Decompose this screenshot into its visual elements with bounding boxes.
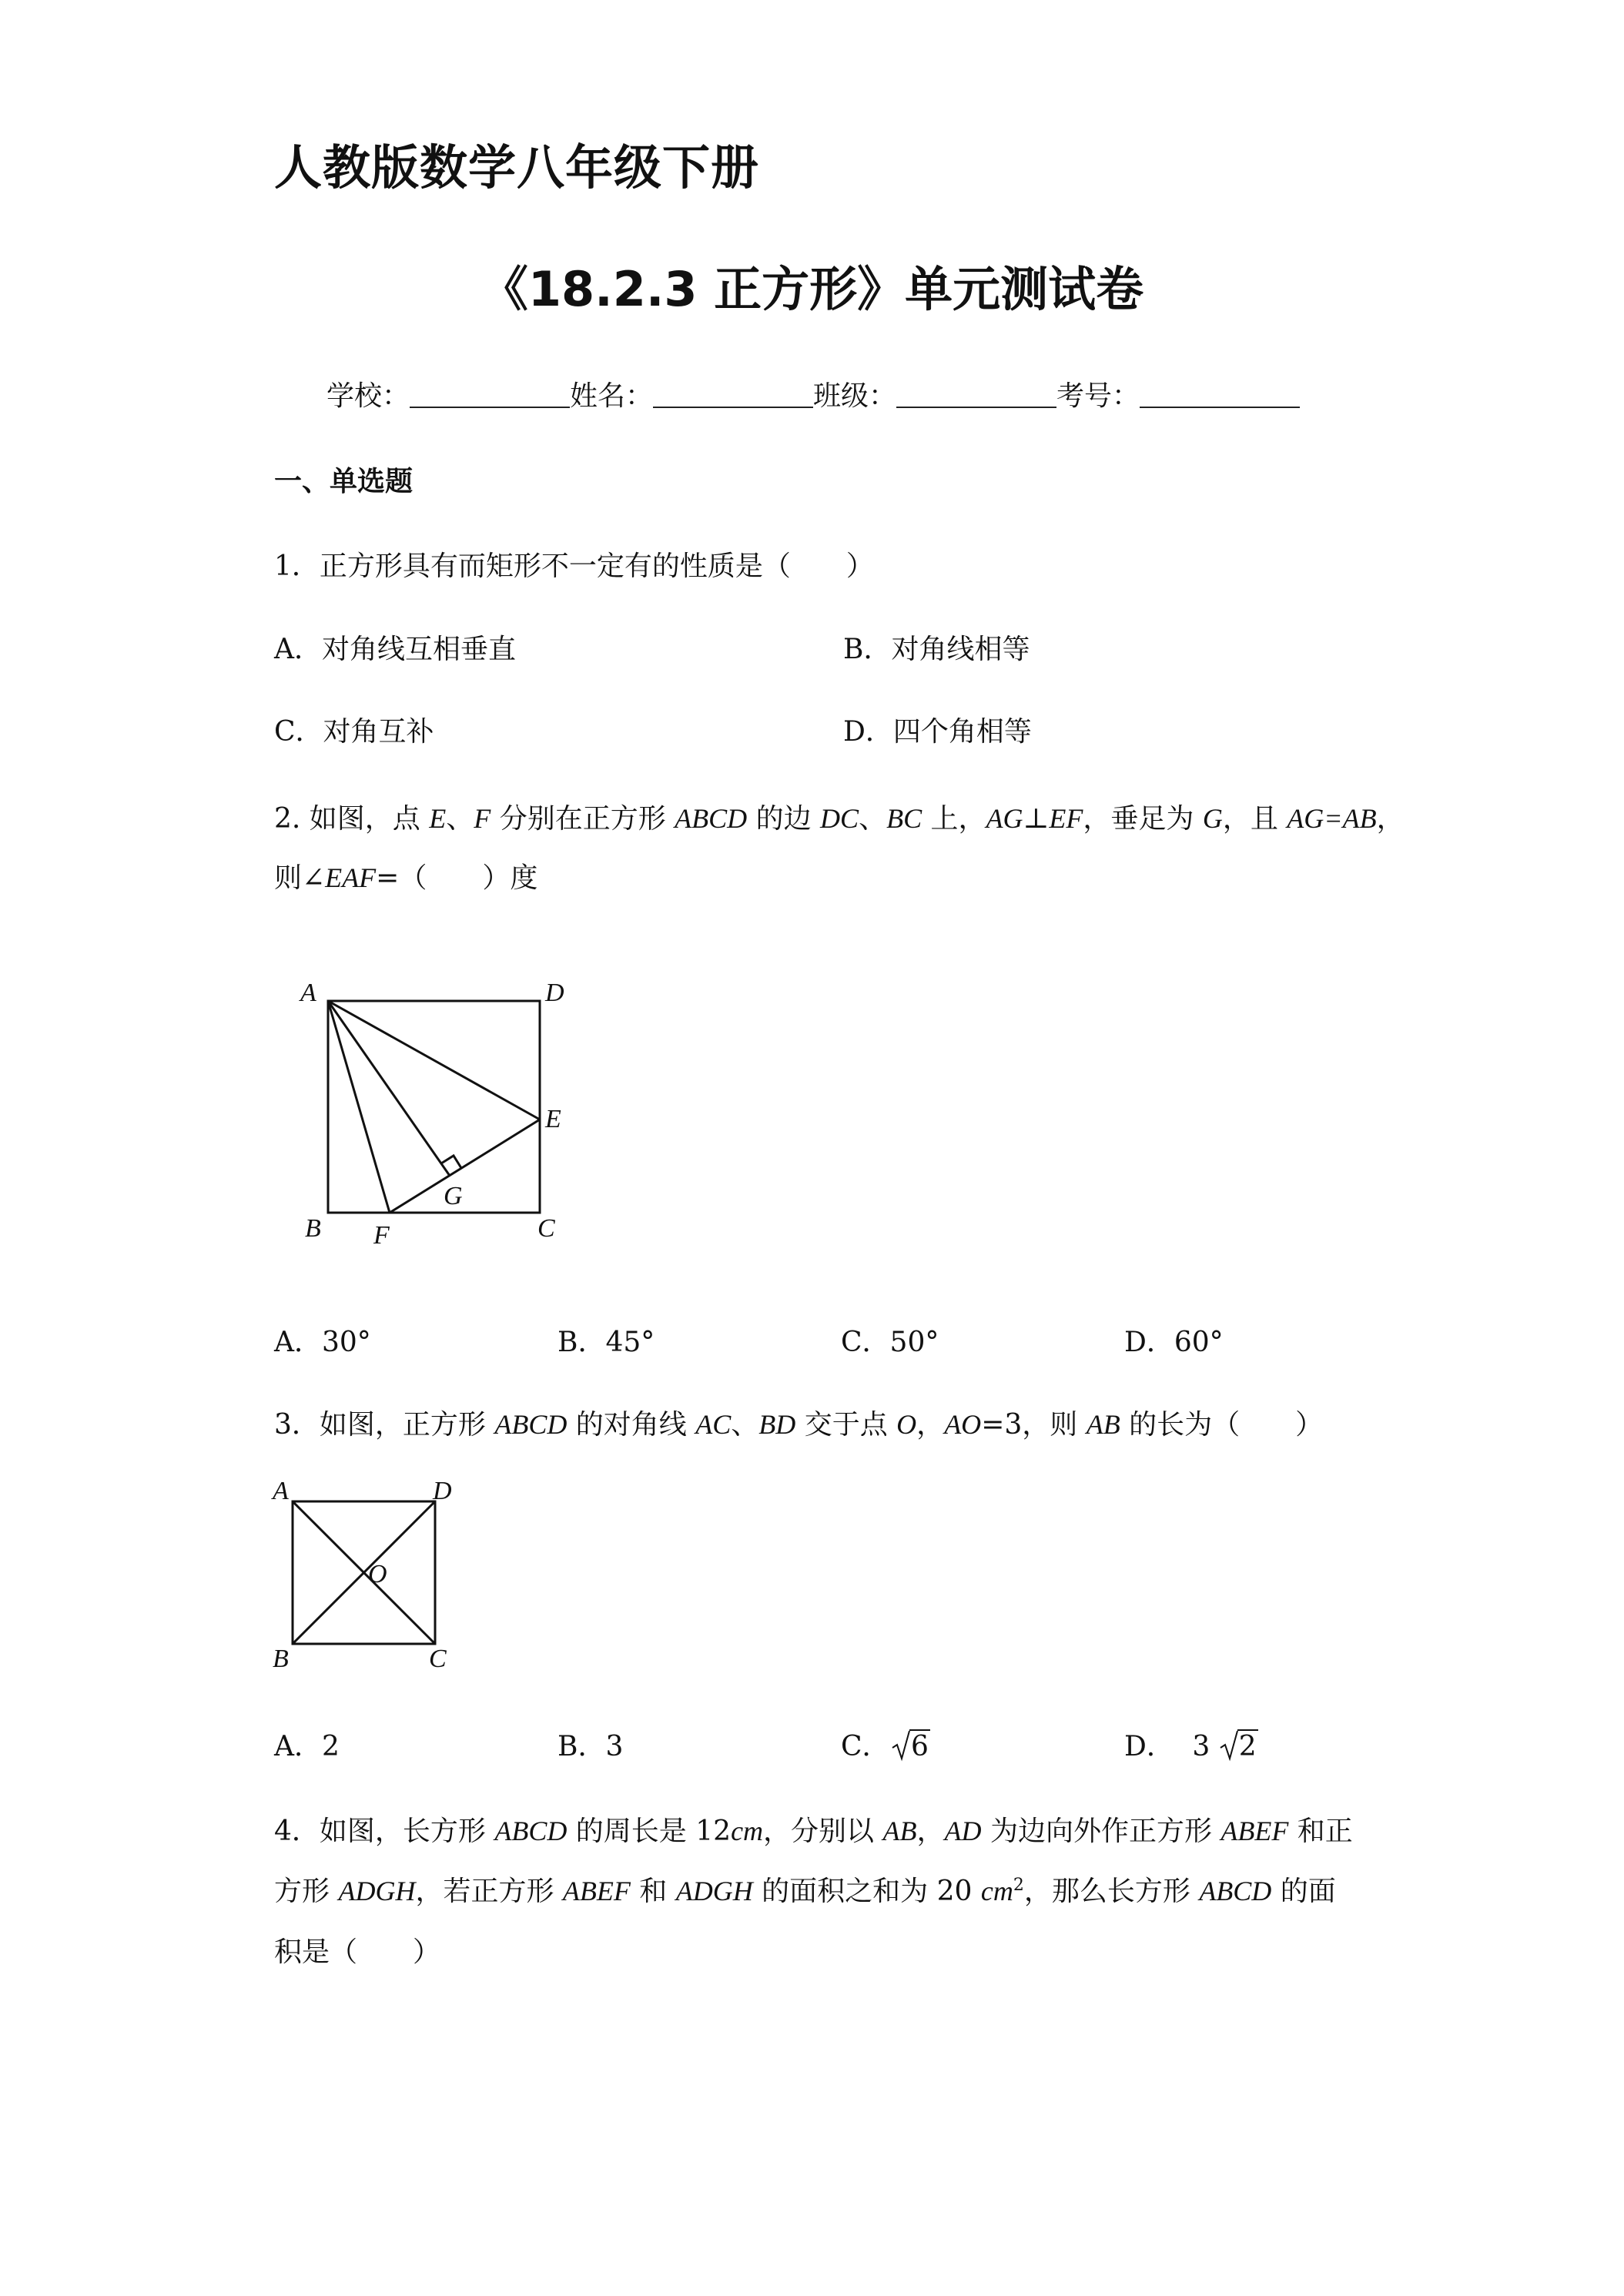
label-e: E xyxy=(545,1105,561,1133)
radical-sign-icon xyxy=(1219,1729,1239,1762)
q2-square-figure xyxy=(293,970,585,1247)
q2-option-c[interactable]: C．50° xyxy=(841,1327,939,1358)
name-label: 姓名： xyxy=(570,380,654,412)
exam-no-blank[interactable] xyxy=(1140,380,1300,408)
school-blank[interactable] xyxy=(410,380,570,408)
q3-stem: 3．如图，正方形 ABCD 的对角线 AC、BD 交于点 O，AO=3，则 AB 的长为（ ） xyxy=(274,1409,1324,1441)
label-g: G xyxy=(444,1182,463,1210)
segment-ae xyxy=(328,1001,540,1120)
class-blank[interactable] xyxy=(896,380,1056,408)
q1-option-d[interactable]: D．四个角相等 xyxy=(843,716,1032,748)
q3-option-d[interactable]: D． 3 2 xyxy=(1124,1731,1257,1762)
label-o: O xyxy=(368,1560,387,1588)
q2-option-a[interactable]: A．30° xyxy=(274,1327,371,1358)
school-label: 学校： xyxy=(326,380,410,412)
exam-no-label: 考号： xyxy=(1056,380,1140,412)
segment-fe xyxy=(390,1120,540,1213)
q4-stem-line3: 积是（ ） xyxy=(274,1936,441,1968)
page-subtitle: 《18.2.3 正方形》单元测试卷 xyxy=(480,261,1144,317)
label-a: A xyxy=(273,1477,289,1505)
label-f: F xyxy=(373,1221,390,1247)
label-a: A xyxy=(300,979,316,1007)
sqrt-2: 2 xyxy=(1237,1731,1258,1762)
q1-option-c[interactable]: C．对角互补 xyxy=(274,716,434,748)
sqrt-6: 6 xyxy=(909,1731,930,1762)
class-label: 班级： xyxy=(813,380,897,412)
label-c: C xyxy=(537,1214,555,1243)
radical-sign-icon xyxy=(891,1729,911,1762)
label-b: B xyxy=(305,1214,321,1243)
segment-ag xyxy=(328,1001,450,1176)
q3-option-a[interactable]: A．2 xyxy=(274,1731,340,1762)
q2-option-b[interactable]: B．45° xyxy=(558,1327,655,1358)
label-d: D xyxy=(545,979,564,1007)
q1-stem: 1．正方形具有而矩形不一定有的性质是（ ） xyxy=(274,551,874,582)
page-title: 人教版数学八年级下册 xyxy=(274,139,760,196)
q2-stem-line2: 则∠EAF=（ ）度 xyxy=(274,862,538,894)
segment-af xyxy=(328,1001,390,1213)
q3-square-figure xyxy=(270,1474,470,1675)
q4-stem-line2: 方形 ADGH，若正方形 ABEF 和 ADGH 的面积之和为 20 $cm^2$，那么长方形 ABCD 的面 xyxy=(274,1876,1336,1907)
q3-option-b[interactable]: B．3 xyxy=(558,1731,624,1762)
q3-option-c[interactable]: C． 6 xyxy=(841,1731,929,1762)
q4-stem-line1: 4．如图，长方形 ABCD 的周长是 12cm，分别以 AB，AD 为边向外作正方形 ABEF 和正 xyxy=(274,1816,1353,1847)
q2-stem-line1: 2. 如图，点 E、F 分别在正方形 ABCD 的边 DC、BC 上，AG⊥EF，垂足为 G，且 AG=AB， xyxy=(274,803,1405,835)
name-blank[interactable] xyxy=(653,380,813,408)
label-b: B xyxy=(273,1645,289,1673)
section-title: 一、单选题 xyxy=(274,466,414,497)
student-info-line xyxy=(326,374,1300,413)
label-d: D xyxy=(433,1477,452,1505)
label-c: C xyxy=(429,1645,447,1673)
q2-option-d[interactable]: D．60° xyxy=(1124,1327,1224,1358)
q1-option-b[interactable]: B．对角线相等 xyxy=(843,634,1030,665)
q1-option-a[interactable]: A．对角线互相垂直 xyxy=(274,634,516,665)
